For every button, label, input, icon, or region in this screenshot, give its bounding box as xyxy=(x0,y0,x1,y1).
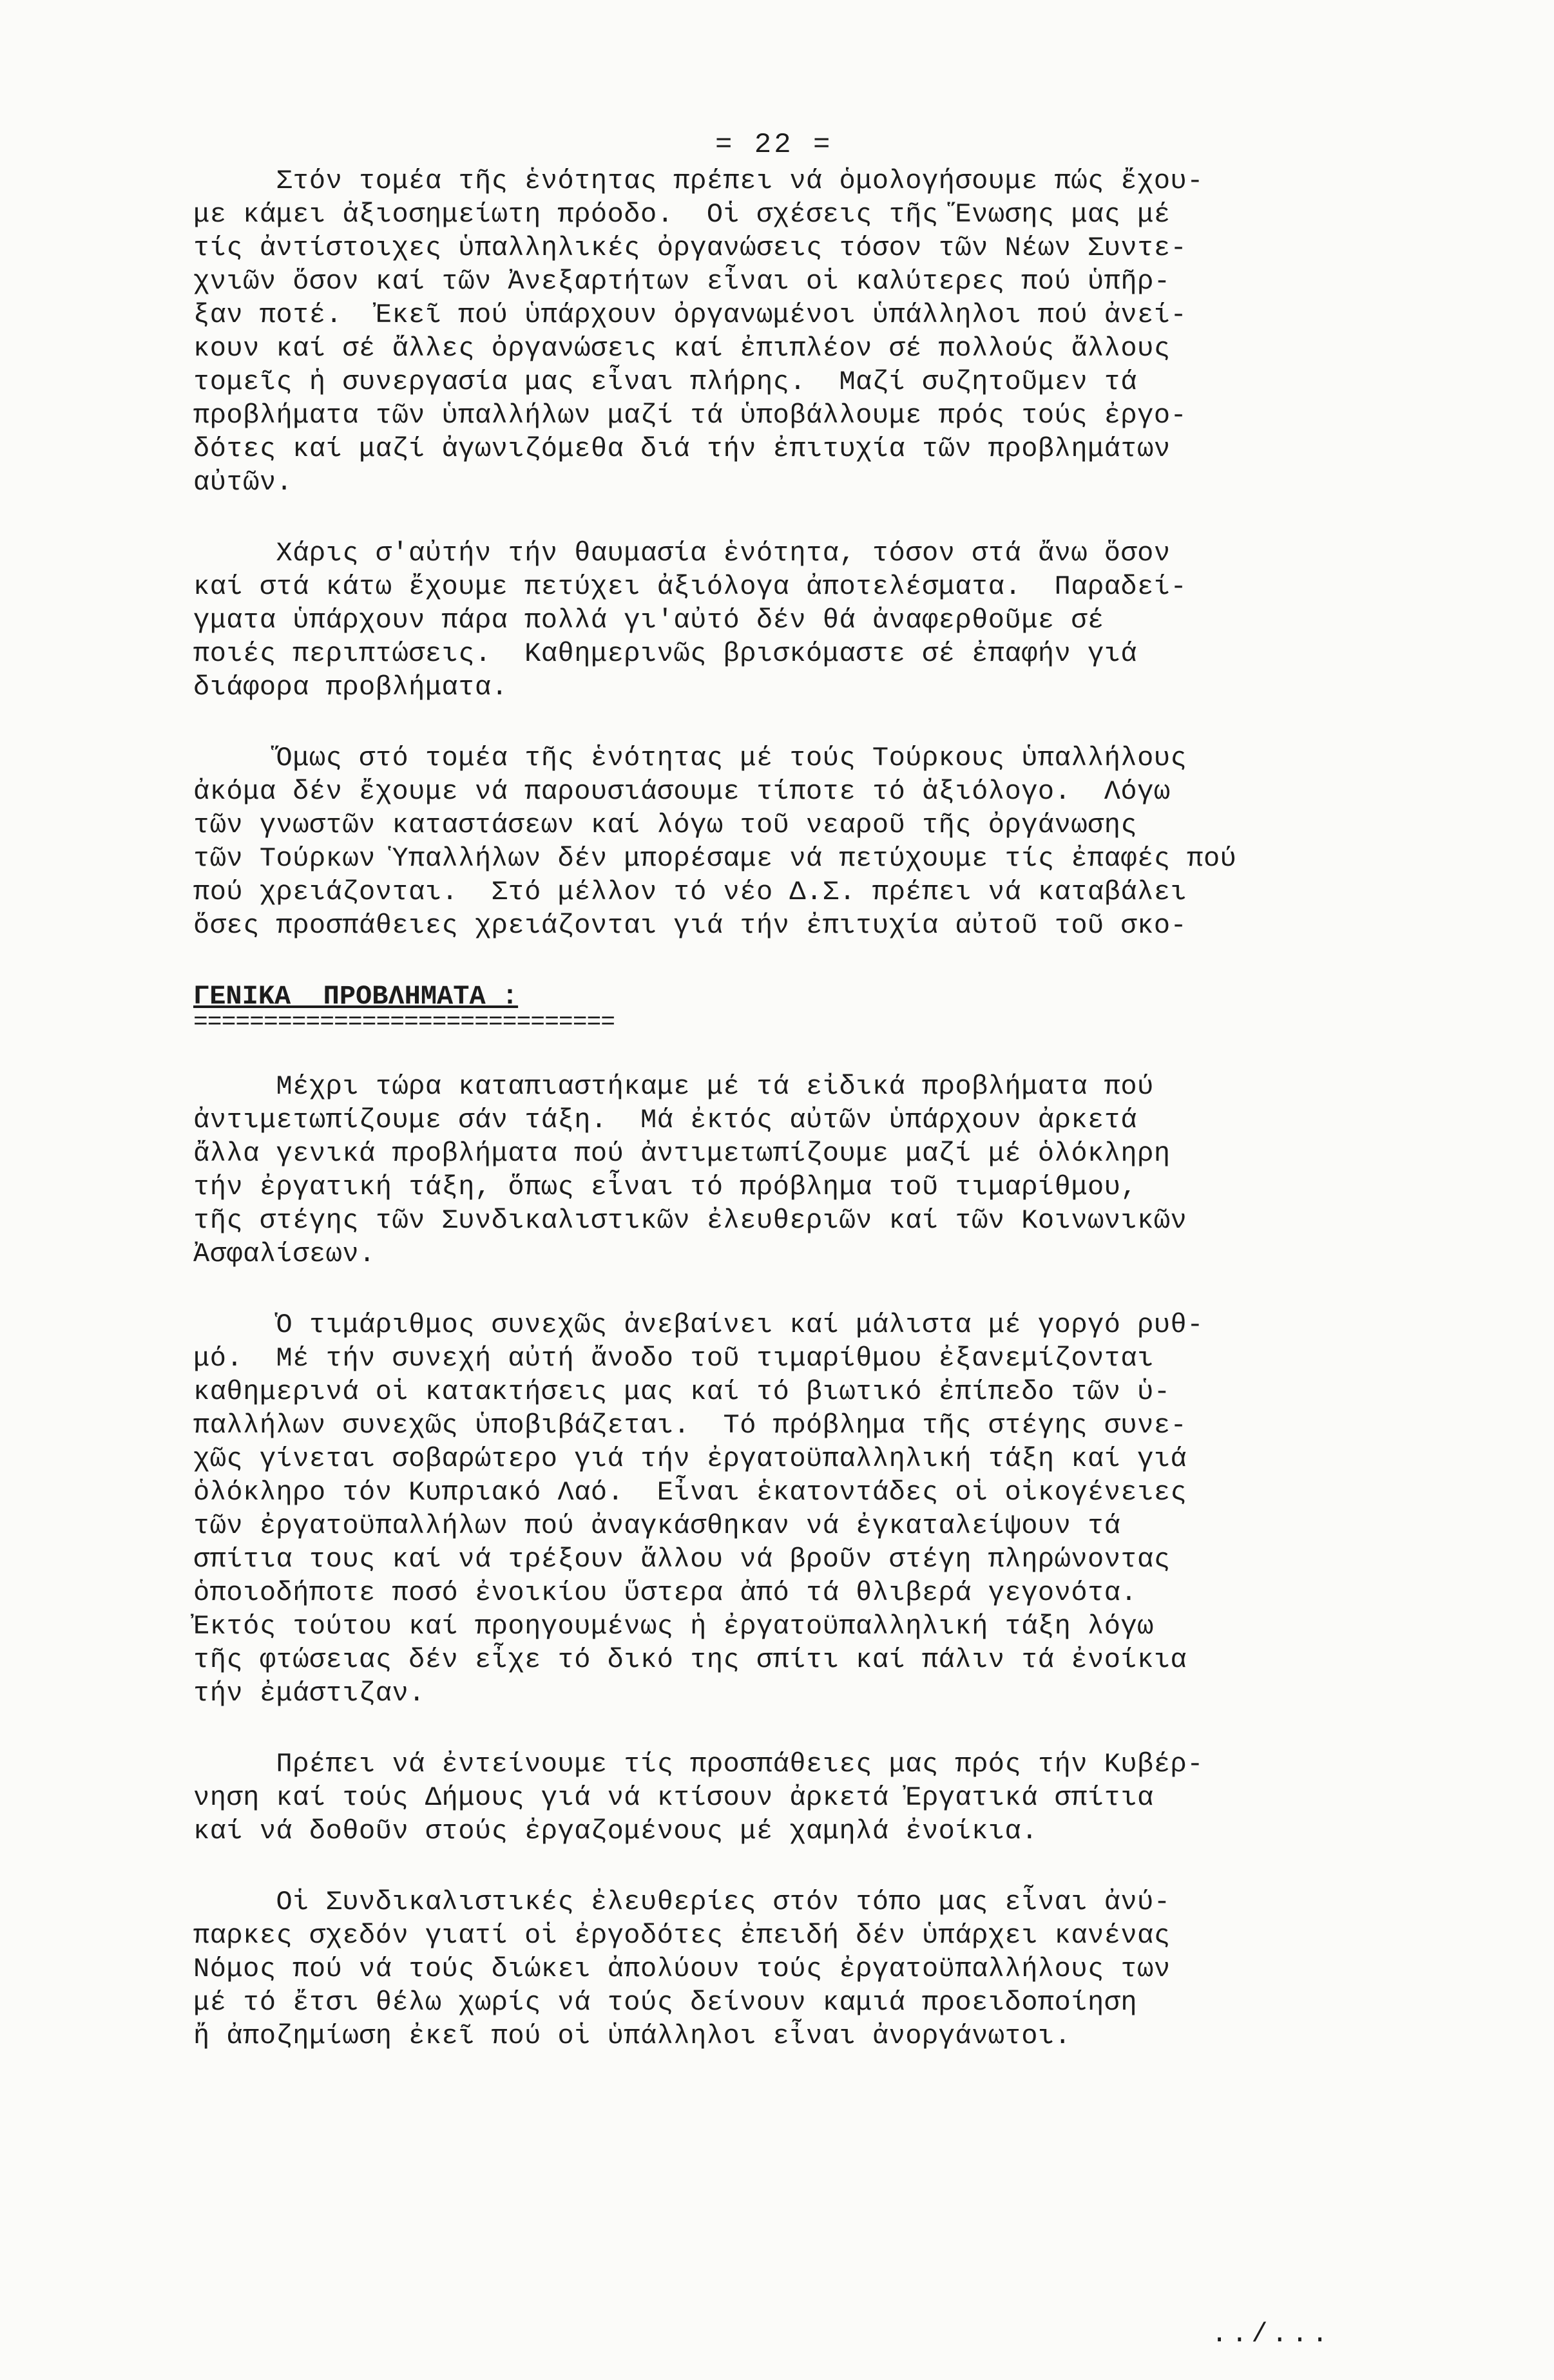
paragraph xyxy=(193,537,1430,704)
text-line: προβλήματα τῶν ὑπαλλήλων μαζί τά ὑποβάλλουμε πρός τούς ἐργο- xyxy=(193,400,1187,431)
text-line: τομεῖς ἡ συνεργασία μας εἶναι πλήρης. Μαζί συζητοῦμεν τά xyxy=(193,367,1138,397)
paragraph-gap xyxy=(193,704,1430,741)
paragraph-gap xyxy=(193,1271,1430,1308)
text-line: Νόμος πού νά τούς διώκει ἀπολύουν τούς ἐργατοϋπαλλήλους των xyxy=(193,1954,1171,1985)
text-line: τίς ἀντίστοιχες ὑπαλληλικές ὀργανώσεις τόσον τῶν Νέων Συντε- xyxy=(193,233,1187,263)
document-body xyxy=(193,164,1430,2090)
text-line: καθημερινά οἱ κατακτήσεις μας καί τό βιωτικό ἐπίπεδο τῶν ὑ- xyxy=(193,1376,1171,1407)
intro-section xyxy=(193,164,1430,980)
text-line: ἀντιμετωπίζουμε σάν τάξη. Μά ἐκτός αὐτῶν ὑπάρχουν ἀρκετά xyxy=(193,1105,1138,1136)
text-line: κουν καί σέ ἄλλες ὀργανώσεις καί ἐπιπλέον σέ πολλούς ἄλλους xyxy=(193,333,1171,364)
text-line: τῶν ἐργατοϋπαλλήλων πού ἀναγκάσθηκαν νά ἐγκαταλείψουν τά xyxy=(193,1510,1121,1541)
paragraph xyxy=(193,1747,1430,1848)
text-line: χνιῶν ὅσον καί τῶν Ἀνεξαρτήτων εἶναι οἱ καλύτερες πού ὑπῆρ- xyxy=(193,266,1171,297)
text-line: μέ τό ἔτσι θέλω χωρίς νά τούς δείνουν καμιά προειδοποίηση xyxy=(193,1987,1138,2018)
text-line: Ἀσφαλίσεων. xyxy=(193,1239,376,1270)
text-line: ὁλόκληρο τόν Κυπριακό Λαό. Εἶναι ἑκατοντάδες οἱ οἰκογένειες xyxy=(193,1477,1187,1508)
text-line: παλλήλων συνεχῶς ὑποβιβάζεται. Τό πρόβλημα τῆς στέγης συνε- xyxy=(193,1410,1187,1441)
text-line: μό. Μέ τήν συνεχή αὐτή ἄνοδο τοῦ τιμαρίθμου ἐξανεμίζονται xyxy=(193,1343,1154,1374)
text-line: δότες καί μαζί ἀγωνιζόμεθα διά τήν ἐπιτυχία τῶν προβλημάτων xyxy=(193,433,1171,464)
text-line: καί νά δοθοῦν στούς ἐργαζομένους μέ χαμηλά ἐνοίκια. xyxy=(193,1816,1038,1847)
text-line: Ἐκτός τούτου καί προηγουμένως ἡ ἐργατοϋπαλληλική τάξη λόγω xyxy=(193,1611,1154,1642)
text-line: ποιές περιπτώσεις. Καθημερινῶς βρισκόμαστε σέ ἐπαφήν γιά xyxy=(193,638,1138,669)
text-line: με κάμει ἀξιοσημείωτη πρόοδο. Οἱ σχέσεις τῆς Ἕνωσης μας μέ xyxy=(193,199,1171,230)
text-line: ἤ ἀποζημίωση ἐκεῖ πού οἱ ὑπάλληλοι εἶναι ἀνοργάνωτοι. xyxy=(193,2021,1071,2052)
paragraph-gap xyxy=(193,1848,1430,1885)
text-line: τήν ἐμάστιζαν. xyxy=(193,1678,425,1709)
text-line: καί στά κάτω ἔχουμε πετύχει ἀξιόλογα ἀποτελέσματα. Παραδεί- xyxy=(193,571,1187,602)
text-line: γματα ὑπάρχουν πάρα πολλά γι'αὐτό δέν θά ἀναφερθοῦμε σέ xyxy=(193,605,1104,636)
text-line: Μέχρι τώρα καταπιαστήκαμε μέ τά εἰδικά προβλήματα πού xyxy=(193,1071,1154,1102)
text-line: τῆς στέγης τῶν Συνδικαλιστικῶν ἐλευθεριῶν καί τῶν Κοινωνικῶν xyxy=(193,1205,1187,1236)
text-line: τῶν Τούρκων Ὑπαλλήλων δέν μπορέσαμε νά πετύχουμε τίς ἐπαφές πού xyxy=(193,843,1237,874)
section-heading: ΓΕΝΙΚΑ ΠΡΟΒΛΗΜΑΤΑ : xyxy=(193,981,519,1012)
text-line: σπίτια τους καί νά τρέξουν ἄλλου νά βροῦν στέγη πληρώνοντας xyxy=(193,1544,1171,1575)
paragraph xyxy=(193,1070,1430,1271)
text-line: πού χρειάζονται. Στό μέλλον τό νέο Δ.Σ. πρέπει νά καταβάλει xyxy=(193,877,1187,908)
heading-underline-rule: ============================== xyxy=(193,1009,615,1036)
paragraph-gap xyxy=(193,1710,1430,1747)
text-line: Στόν τομέα τῆς ἑνότητας πρέπει νά ὁμολογήσουμε πώς ἔχου- xyxy=(193,166,1204,196)
text-line: ἀκόμα δέν ἔχουμε νά παρουσιάσουμε τίποτε τό ἀξιόλογο. Λόγω xyxy=(193,776,1171,807)
text-line: Ὅμως στό τομέα τῆς ἑνότητας μέ τούς Τούρκους ὑπαλλήλους xyxy=(193,743,1187,774)
paragraph-gap xyxy=(193,499,1430,537)
paragraph xyxy=(193,741,1430,942)
text-line: ὁποιοδήποτε ποσό ἐνοικίου ὕστερα ἀπό τά θλιβερά γεγονότα. xyxy=(193,1577,1138,1608)
text-line: Ὁ τιμάριθμος συνεχῶς ἀνεβαίνει καί μάλιστα μέ γοργό ρυθ- xyxy=(193,1309,1204,1340)
general-problems-section xyxy=(193,1070,1430,2090)
text-line: Οἱ Συνδικαλιστικές ἐλευθερίες στόν τόπο μας εἶναι ἀνύ- xyxy=(193,1887,1171,1918)
text-line: παρκες σχεδόν γιατί οἱ ἐργοδότες ἐπειδή δέν ὑπάρχει κανένας xyxy=(193,1920,1171,1951)
paragraph-gap xyxy=(193,2053,1430,2090)
paragraph xyxy=(193,164,1430,499)
text-line: χῶς γίνεται σοβαρώτερο γιά τήν ἐργατοϋπαλληλική τάξη καί γιά xyxy=(193,1443,1187,1474)
text-line: Χάρις σ'αὐτήν τήν θαυμασία ἑνότητα, τόσον στά ἄνω ὅσον xyxy=(193,538,1171,569)
text-line: ἄλλα γενικά προβλήματα πού ἀντιμετωπίζουμε μαζί μέ ὁλόκληρη xyxy=(193,1138,1171,1169)
paragraph xyxy=(193,1308,1430,1710)
paragraph xyxy=(193,1885,1430,2053)
continuation-mark: ../... xyxy=(1211,2319,1332,2350)
paragraph-gap xyxy=(193,1033,1430,1070)
text-line: Πρέπει νά ἐντείνουμε τίς προσπάθειες μας πρός τήν Κυβέρ- xyxy=(193,1749,1204,1780)
paragraph-gap xyxy=(193,942,1430,980)
text-line: νηση καί τούς Δήμους γιά νά κτίσουν ἀρκετά Ἐργατικά σπίτια xyxy=(193,1782,1154,1813)
text-line: ὅσες προσπάθειες χρειάζονται γιά τήν ἐπιτυχία αὐτοῦ τοῦ σκο- xyxy=(193,910,1187,941)
text-line: τῶν γνωστῶν καταστάσεων καί λόγω τοῦ νεαροῦ τῆς ὀργάνωσης xyxy=(193,810,1138,841)
page-number: = 22 = xyxy=(715,129,833,161)
text-line: τήν ἐργατική τάξη, ὅπως εἶναι τό πρόβλημα τοῦ τιμαρίθμου, xyxy=(193,1172,1138,1203)
text-line: ξαν ποτέ. Ἐκεῖ πού ὑπάρχουν ὀργανωμένοι ὑπάλληλοι πού ἀνεί- xyxy=(193,300,1187,330)
text-line: αὐτῶν. xyxy=(193,467,293,498)
text-line: διάφορα προβλήματα. xyxy=(193,672,508,703)
text-line: τῆς φτώσειας δέν εἶχε τό δικό της σπίτι καί πάλιν τά ἐνοίκια xyxy=(193,1644,1187,1675)
